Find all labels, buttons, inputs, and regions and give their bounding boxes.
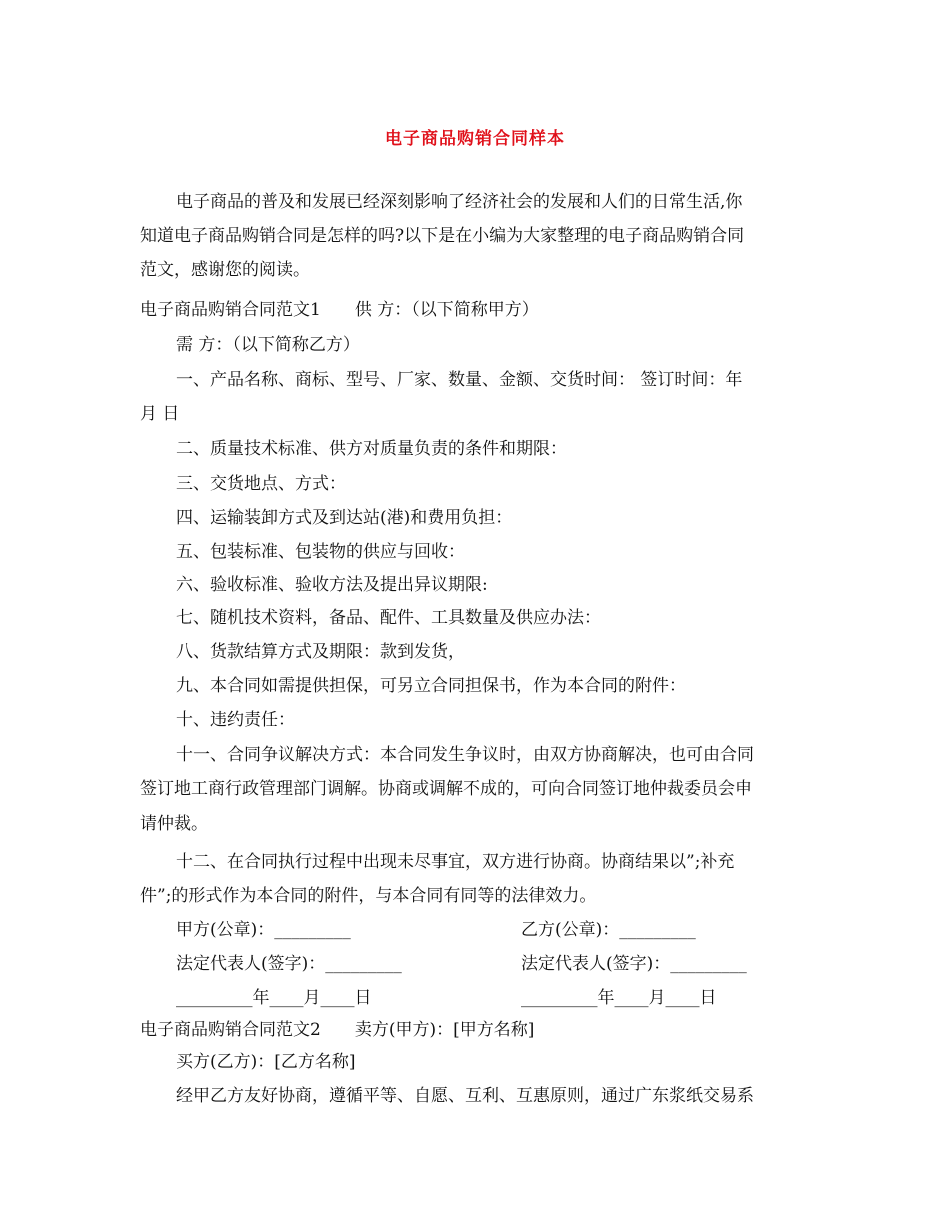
party-a-representative: 法定代表人(签字)：_________ <box>176 954 402 974</box>
intro-line-1: 电子商品的普及和发展已经深刻影响了经济社会的发展和人们的日常生活,你 <box>176 192 743 212</box>
clause-3: 三、交货地点、方式： <box>176 474 346 494</box>
section2-buyer: 买方(乙方)：[乙方名称] <box>176 1052 356 1072</box>
section2-body-line-1: 经甲乙方友好协商，遵循平等、自愿、互利、互惠原则，通过广东浆纸交易系 <box>176 1086 754 1106</box>
clause-1-line-2: 月 日 <box>140 404 180 424</box>
party-b-seal: 乙方(公章)：_________ <box>521 920 696 940</box>
clause-9: 九、本合同如需提供担保，可另立合同担保书，作为本合同的附件： <box>176 676 686 696</box>
clause-12-line-2: 件”;的形式作为本合同的附件，与本合同有同等的法律效力。 <box>140 886 597 906</box>
section1-buyer: 需 方：（以下简称乙方） <box>176 335 360 355</box>
clause-4: 四、运输装卸方式及到达站(港)和费用负担： <box>176 508 513 528</box>
section2-heading: 电子商品购销合同范文2 卖方(甲方)：[甲方名称] <box>140 1020 535 1040</box>
clause-2: 二、质量技术标准、供方对质量负责的条件和期限： <box>176 439 567 459</box>
intro-line-3: 范文，感谢您的阅读。 <box>140 260 310 280</box>
party-a-date: _________年____月____日 <box>176 988 372 1008</box>
clause-12-line-1: 十二、在合同执行过程中出现未尽事宜，双方进行协商。协商结果以”;补充 <box>176 852 735 872</box>
intro-line-2: 知道电子商品购销合同是怎样的吗?以下是在小编为大家整理的电子商品购销合同 <box>140 226 745 246</box>
clause-7: 七、随机技术资料，备品、配件、工具数量及供应办法： <box>176 608 601 628</box>
clause-6: 六、验收标准、验收方法及提出异议期限: <box>176 575 488 595</box>
clause-11-line-3: 请仲裁。 <box>140 814 208 834</box>
clause-8: 八、货款结算方式及期限：款到发货， <box>176 642 465 662</box>
party-a-seal: 甲方(公章)：_________ <box>176 920 351 940</box>
party-b-representative: 法定代表人(签字)：_________ <box>521 954 747 974</box>
document-title: 电子商品购销合同样本 <box>385 129 565 149</box>
clause-10: 十、违约责任： <box>176 710 295 730</box>
clause-11-line-1: 十一、合同争议解决方式：本合同发生争议时，由双方协商解决，也可由合同 <box>176 745 754 765</box>
section1-heading: 电子商品购销合同范文1 供 方：（以下简称甲方） <box>140 300 539 320</box>
clause-1-line-1: 一、产品名称、商标、型号、厂家、数量、金额、交货时间： 签订时间：年 <box>176 370 743 390</box>
clause-5: 五、包装标准、包装物的供应与回收： <box>176 542 465 562</box>
party-b-date: _________年____月____日 <box>521 988 717 1008</box>
clause-11-line-2: 签订地工商行政管理部门调解。协商或调解不成的，可向合同签订地仲裁委员会申 <box>140 779 752 799</box>
